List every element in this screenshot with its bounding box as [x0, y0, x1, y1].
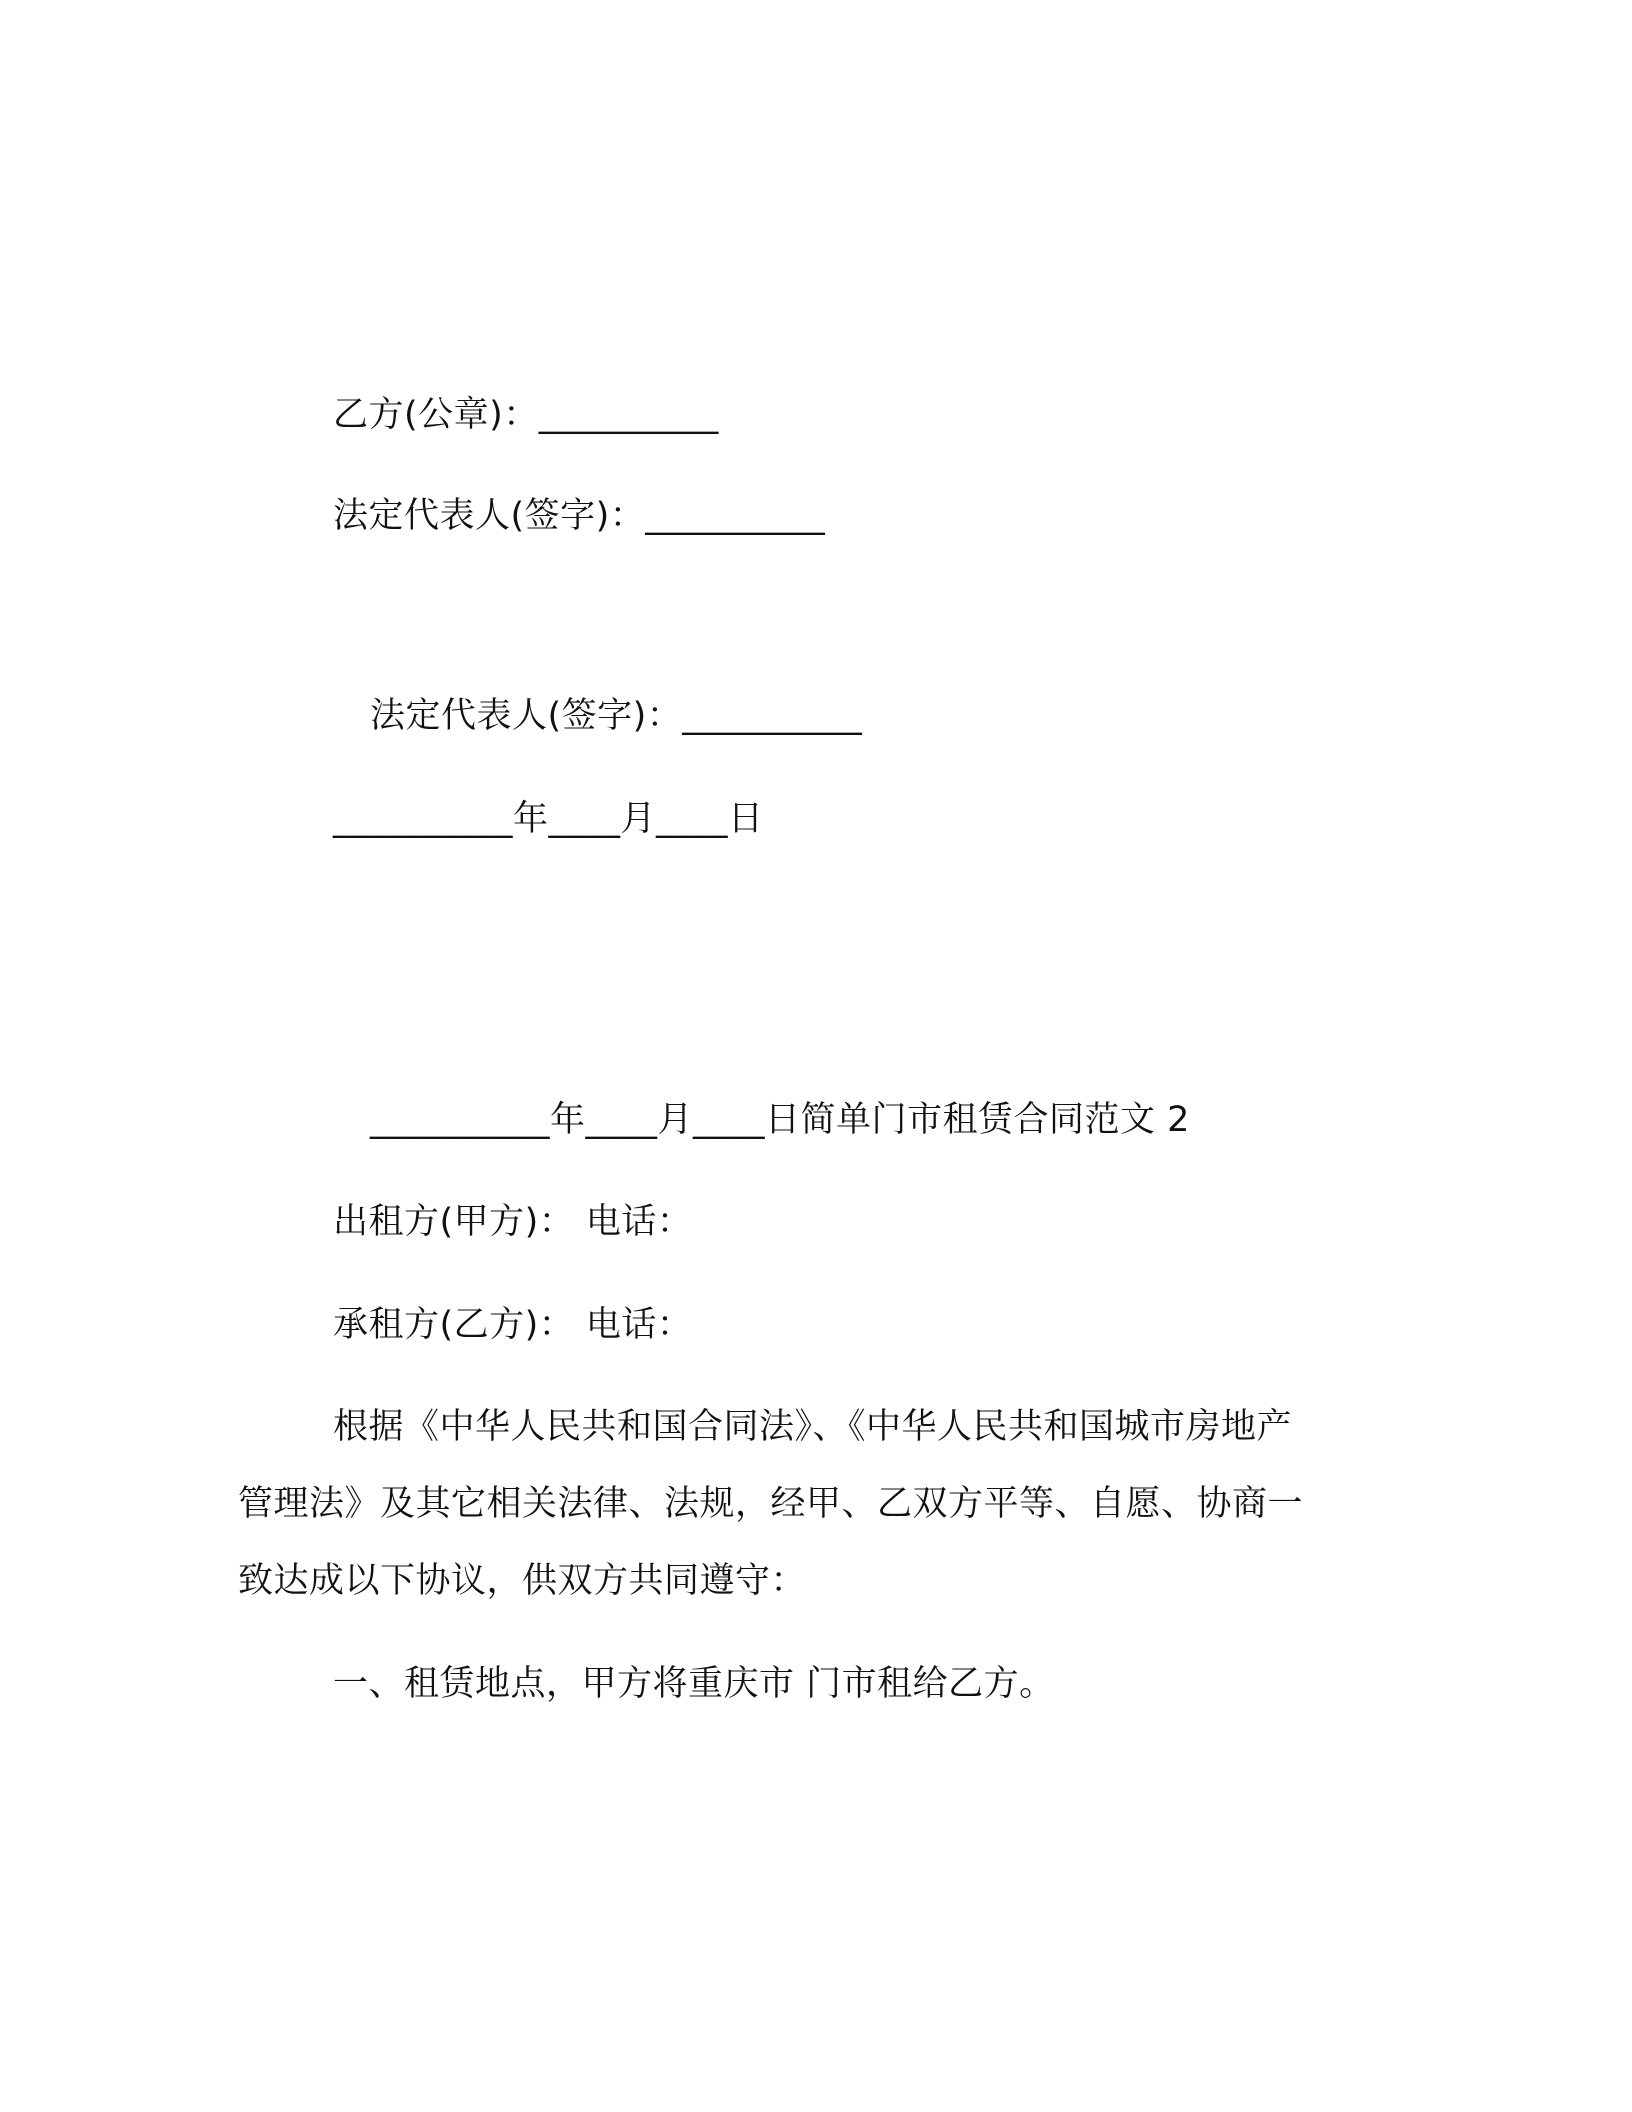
preamble-line-3: 致达成以下协议，供双方共同遵守： [238, 1561, 807, 1601]
legal-representative-signature-line: 法定代表人(签字)：__________ [333, 496, 826, 536]
preamble-line-2: 管理法》及其它相关法律、法规，经甲、乙双方平等、自愿、协商一 [238, 1484, 1304, 1524]
lessor-line: 出租方(甲方)： 电话： [333, 1202, 693, 1242]
lessee-line: 承租方(乙方)： 电话： [333, 1305, 693, 1345]
party-b-seal-line: 乙方(公章)：__________ [333, 395, 719, 435]
clause-1-line: 一、租赁地点，甲方将重庆市 门市租给乙方。 [333, 1664, 1055, 1704]
preamble-line-1: 根据《中华人民共和国合同法》、《中华人民共和国城市房地产 [333, 1407, 1293, 1447]
legal-representative-signature-line-2: 法定代表人(签字)：__________ [370, 696, 863, 736]
signature-date-line: __________年____月____日 [333, 799, 764, 839]
contract-title-line: __________年____月____日简单门市租赁合同范文 2 [370, 1100, 1190, 1140]
